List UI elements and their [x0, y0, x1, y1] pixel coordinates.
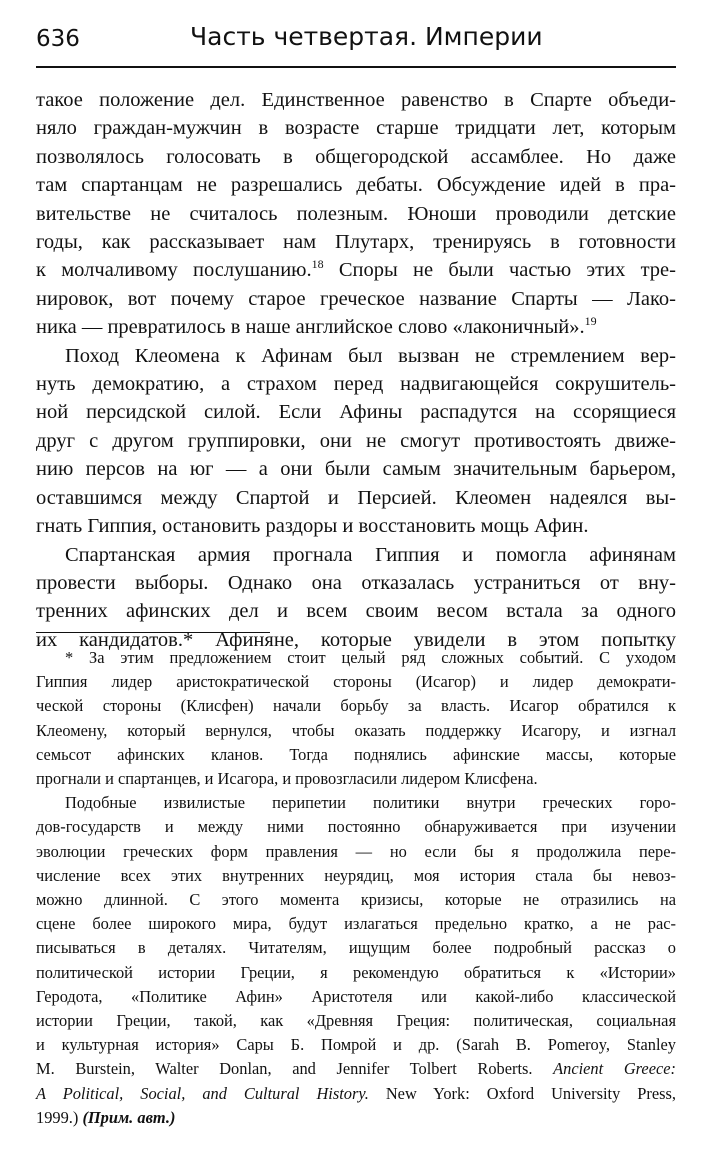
text-segment: ника — превратилось в наше английское слово «лаконичный». — [36, 316, 585, 339]
book-title-italic: Ancient Greece: — [553, 1059, 676, 1079]
text-line: гнать Гиппия, остановить раздоры и восстановить мощь Афин. — [36, 515, 589, 538]
text-line: друг с другом группировки, они не смогут противостоять движе- — [36, 429, 676, 452]
footnote-line: семьсот афинских кланов. Тогда поднялись афинские массы, которые — [36, 744, 676, 764]
footnote-line: ческой стороны (Клисфен) начали борьбу за власть. Исагор обратился к — [36, 696, 676, 716]
text-line: провести выборы. Однако она отказалась устраниться от вну- — [36, 571, 676, 594]
text-segment: M. Burstein, Walter Donlan, and Jennifer Tolbert Roberts. — [36, 1059, 554, 1079]
footnote-line — [36, 1106, 676, 1130]
text-segment: 1999.) — [36, 1107, 83, 1127]
footnote-line: эволюции греческих форм правления — но если бы я продолжила пере- — [36, 841, 676, 861]
text-line: нуть демократию, а страхом перед надвигающейся сокрушитель- — [36, 373, 676, 396]
text-segment: New York: Oxford University Press, — [368, 1083, 676, 1103]
footnote-ref: 19 — [584, 314, 597, 329]
page-header — [36, 20, 676, 64]
text-line: тренних афинских дел и всем своим весом встала за одного — [36, 600, 676, 623]
text-line: позволялось голосовать в общегородской ассамблее. Но даже — [36, 145, 676, 168]
text-line: ной персидской силой. Если Афины распадутся на ссорящиеся — [36, 401, 676, 424]
footnote-line — [36, 1082, 676, 1106]
footnote-line: числение всех этих внутренних неурядиц, моя история стала бы невоз- — [36, 865, 676, 885]
text-line: их кандидатов.* Афиняне, которые увидели в этом попытку — [36, 628, 676, 651]
footnote-line: Клеомену, который вернулся, чтобы оказать поддержку Исагору, и изгнал — [36, 720, 676, 740]
author-note-mark: (Прим. авт.) — [82, 1107, 176, 1127]
text-line: нию персов на юг — а они были самым значительным барьером, — [36, 458, 676, 481]
text-line: Спартанская армия прогнала Гиппия и помогла афинянам — [65, 543, 676, 566]
footnote-line: дов-государств и между ними постоянно обнаруживается при изучении — [36, 817, 676, 837]
footnote-line: можно длинной. С этого момента кризисы, которые не отразились на — [36, 890, 676, 910]
footnote-line: Геродота, «Политике Афин» Аристотеля или какой-либо классической — [36, 986, 676, 1006]
footnote-line: Гиппия лидер аристократической стороны (Исагор) и лидер демократи- — [36, 672, 676, 692]
footnote-line: * За этим предложением стоит целый ряд сложных событий. С уходом — [65, 648, 676, 667]
text-line: Поход Клеомена к Афинам был вызван не стремлением вер- — [65, 344, 676, 367]
footnote-ref: 18 — [311, 257, 324, 272]
footnote-line: Подобные извилистые перипетии политики внутри греческих горо- — [65, 793, 676, 813]
text-line: нировок, вот почему старое греческое название Спарты — Лако- — [36, 287, 676, 310]
text-line — [36, 256, 676, 284]
running-title: Часть четвертая. Империи — [190, 22, 543, 51]
text-line: годы, как рассказывает нам Плутарх, тренируясь в готовности — [36, 231, 676, 254]
footnote-line — [36, 1057, 676, 1081]
main-text — [36, 86, 676, 654]
book-title-italic: A Political, Social, and Cultural History. — [36, 1083, 369, 1103]
text-segment: Споры не были частью этих тре- — [323, 259, 676, 282]
text-segment: к молчаливому послушанию. — [36, 259, 312, 282]
footnote-line: писываться в деталях. Читателям, ищущим более подробный рассказ о — [36, 938, 676, 958]
text-line: няло граждан-мужчин в возрасте старше тридцати лет, которым — [36, 117, 676, 140]
footnote-line: прогнали и спартанцев, и Исагора, и провозгласили лидером Клисфена. — [36, 769, 538, 789]
text-line — [36, 313, 676, 341]
footnote-line: истории Греции, такой, как «Древняя Греция: политическая, социальная — [36, 1011, 676, 1031]
header-rule — [36, 66, 676, 68]
text-line: такое положение дел. Единственное равенство в Спарте объеди- — [36, 89, 676, 111]
footnote-rule — [36, 632, 270, 633]
footnote-line: сцене более широкого мира, будут излагаться предельно кратко, а не рас- — [36, 914, 676, 934]
text-line: оставшимся между Спартой и Персией. Клеомен надеялся вы- — [36, 486, 676, 509]
text-line: там спартанцам не разрешались дебаты. Обсуждение идей в пра- — [36, 174, 676, 197]
footnotes — [36, 646, 676, 1130]
text-line: вительстве не считалось полезным. Юноши проводили детские — [36, 202, 676, 225]
footnote-line: политической истории Греции, я рекомендую обратиться к «Истории» — [36, 962, 676, 982]
page-number: 636 — [36, 26, 80, 52]
footnote-line: и культурная история» Сары Б. Помрой и др. (Sarah B. Pomeroy, Stanley — [36, 1035, 676, 1055]
